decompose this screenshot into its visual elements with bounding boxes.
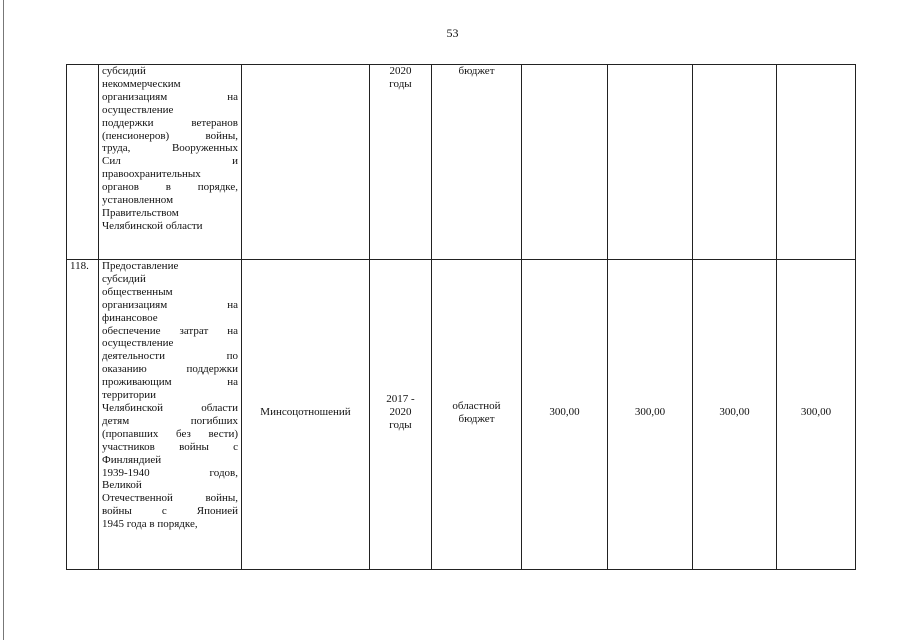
amount-cell	[608, 260, 693, 570]
description-line: 1939-1940 годов,	[102, 466, 238, 479]
description-line: некоммерческим	[102, 77, 181, 90]
description-line: органов в порядке,	[102, 181, 238, 194]
description-line: Отечественной войны,	[102, 492, 238, 505]
description-line: (пропавших без вести)	[102, 427, 238, 440]
table-row	[67, 65, 856, 260]
page-left-border	[3, 0, 4, 640]
amount-cell	[777, 65, 856, 260]
description-line: осуществление	[102, 337, 174, 350]
amount-cell	[522, 260, 608, 570]
amount-cell	[693, 65, 777, 260]
description-line: труда, Вооруженных	[102, 142, 238, 155]
description-line: Предоставление	[102, 260, 179, 272]
funding-source-text: областной бюджет	[452, 400, 501, 425]
amount-value: 300,00	[634, 406, 666, 418]
description-line: 1945 года в порядке,	[102, 518, 198, 531]
period-cell	[370, 260, 432, 570]
description-line: обеспечение затрат на	[102, 324, 238, 337]
description-line: (пенсионеров) войны,	[102, 129, 238, 142]
executor-text: Минсоцотношений	[260, 406, 351, 418]
funding-source-cell	[432, 260, 522, 570]
description-line: детям погибших	[102, 414, 238, 427]
description-line: участников войны с	[102, 440, 238, 453]
description-line: поддержки ветеранов	[102, 116, 238, 129]
description-line: войны с Японией	[102, 505, 238, 518]
description-line: Челябинской области	[102, 219, 203, 232]
description-line: Правительством	[102, 206, 179, 219]
amount-value: 300,00	[719, 406, 750, 418]
description-line: субсидий	[102, 65, 146, 77]
description-line: общественным	[102, 285, 173, 298]
amount-cell	[608, 65, 693, 260]
description-line: осуществление	[102, 103, 174, 116]
activity-description	[99, 260, 242, 570]
page-number: 53	[446, 26, 459, 40]
description-line: деятельности по	[102, 350, 238, 363]
description-line: Великой	[102, 479, 142, 492]
amount-cell	[693, 260, 777, 570]
description-line: Сил и	[102, 155, 238, 168]
description-line: оказанию поддержки	[102, 363, 238, 376]
description-line: установленном	[102, 194, 174, 207]
funding-source-cell: бюджет	[432, 65, 522, 260]
amount-cell	[777, 260, 856, 570]
description-line: Челябинской области	[102, 401, 238, 414]
description-line: организациям на	[102, 90, 238, 103]
description-line: Финляндией	[102, 453, 162, 466]
description-line: территории	[102, 389, 157, 402]
description-line: субсидий	[102, 272, 146, 285]
row-number	[67, 65, 99, 260]
table-row	[67, 260, 856, 570]
period-cell: 2020 годы	[370, 65, 432, 260]
executor-cell	[242, 65, 370, 260]
period-text: 2017 - 2020 годы	[386, 393, 415, 431]
amount-value: 300,00	[549, 406, 580, 418]
program-activities-table	[66, 64, 856, 570]
executor-cell	[242, 260, 370, 570]
description-line: организациям на	[102, 298, 238, 311]
description-line: проживающим на	[102, 376, 238, 389]
description-line: финансовое	[102, 311, 158, 324]
amount-value: 300,00	[800, 406, 832, 418]
row-number: 118.	[67, 260, 99, 570]
description-line: правоохранительных	[102, 168, 201, 181]
activity-description	[99, 65, 242, 260]
amount-cell	[522, 65, 608, 260]
